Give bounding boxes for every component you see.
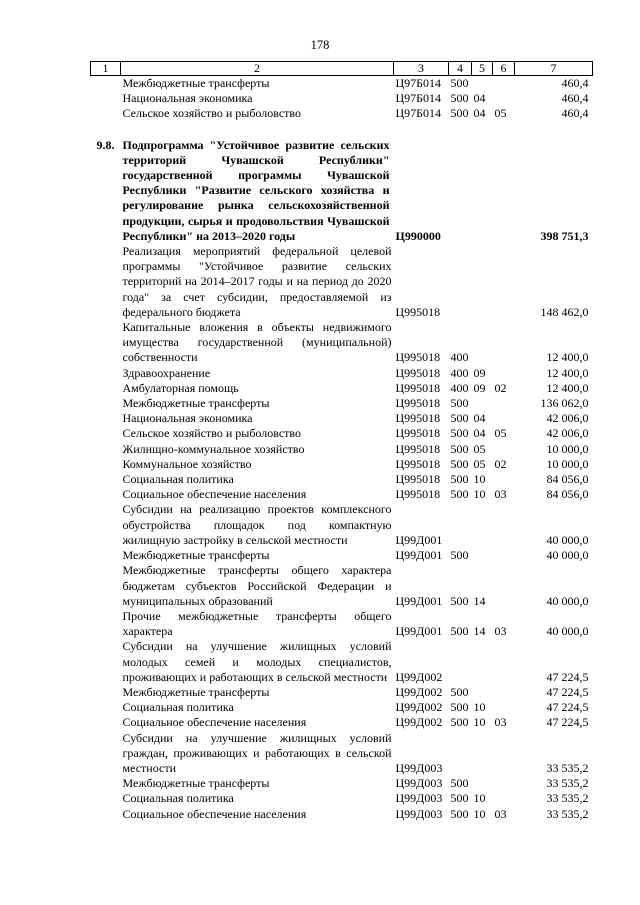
row-expense-type: 400 — [450, 380, 469, 395]
row-number — [91, 106, 121, 121]
row-name: Амбулаторная помощь — [122, 380, 239, 395]
row-section: 14 — [473, 593, 486, 608]
row-target-code: Ц995018 — [395, 441, 441, 456]
table-row — [91, 106, 593, 121]
row-amount: 460,4 — [561, 91, 589, 106]
row-section: 04 — [473, 106, 486, 121]
row-subsection — [493, 472, 515, 487]
table-row — [91, 776, 593, 791]
row-name: Межбюджетные трансферты — [122, 548, 270, 563]
row-subsection — [493, 776, 515, 791]
row-section: 04 — [473, 91, 486, 106]
row-amount: 33 535,2 — [546, 760, 589, 775]
row-section: 05 — [473, 456, 486, 471]
table-row — [91, 487, 593, 502]
row-number — [91, 776, 121, 791]
row-name: Реализация мероприятий федеральной целевой программы "Устойчивое развитие сельских территорий на 2014–2017 годы и на период до 2020 года" за счет субсидии, предоставляемой из федерального бюджета — [122, 244, 392, 319]
row-target-code: Ц995018 — [395, 472, 441, 487]
row-section — [472, 731, 493, 777]
row-amount: 12 400,0 — [546, 350, 589, 365]
row-expense-type: 500 — [450, 548, 469, 563]
row-amount: 84 056,0 — [546, 487, 589, 502]
row-amount: 136 062,0 — [540, 396, 589, 411]
row-expense-type — [449, 244, 472, 320]
row-section: 04 — [473, 411, 486, 426]
row-amount: 40 000,0 — [546, 593, 589, 608]
row-target-code: Ц995018 — [395, 380, 441, 395]
row-target-code: Ц995018 — [395, 396, 441, 411]
row-target-code: Ц995018 — [395, 411, 441, 426]
row-number — [91, 320, 121, 366]
row-section — [472, 776, 493, 791]
row-amount: 148 462,0 — [540, 304, 589, 319]
spacer-row — [91, 122, 593, 138]
row-number — [91, 639, 121, 685]
row-number — [91, 807, 121, 822]
row-number — [91, 472, 121, 487]
row-number — [91, 381, 121, 396]
row-name: Социальное обеспечение населения — [122, 715, 307, 730]
row-subsection — [493, 366, 515, 381]
row-amount: 47 224,5 — [546, 700, 589, 715]
row-name: Субсидии на улучшение жилищных условий молодых семей и молодых специалистов, проживающих и работающих в сельской местности — [122, 639, 392, 684]
row-number — [91, 563, 121, 609]
header-col-3: 3 — [394, 62, 449, 76]
row-number: 9.8. — [96, 137, 115, 152]
row-target-code: Ц99Д002 — [395, 669, 443, 684]
row-subsection: 03 — [494, 715, 507, 730]
row-subsection: 02 — [494, 456, 507, 471]
row-name: Национальная экономика — [122, 91, 253, 106]
row-name: Коммунальное хозяйство — [122, 456, 252, 471]
budget-table — [90, 61, 593, 822]
row-section: 10 — [473, 700, 486, 715]
table-row — [91, 807, 593, 822]
table-row — [91, 731, 593, 777]
table-body — [91, 76, 593, 822]
row-section — [472, 76, 493, 92]
row-section: 05 — [473, 441, 486, 456]
row-section — [472, 639, 493, 685]
row-target-code: Ц995018 — [395, 487, 441, 502]
row-target-code: Ц99Д003 — [395, 760, 443, 775]
row-target-code: Ц99Д001 — [395, 593, 443, 608]
table-row — [91, 244, 593, 320]
row-expense-type — [449, 639, 472, 685]
row-section: 10 — [473, 472, 486, 487]
spacer-cell — [91, 122, 121, 138]
row-subsection — [493, 138, 515, 244]
row-amount: 84 056,0 — [546, 472, 589, 487]
row-name: Социальное обеспечение населения — [122, 487, 307, 502]
row-expense-type: 500 — [450, 715, 469, 730]
table-row — [91, 366, 593, 381]
row-target-code: Ц99Д003 — [395, 806, 443, 821]
table-row — [91, 685, 593, 700]
table-row — [91, 411, 593, 426]
table-header — [91, 62, 593, 76]
row-amount: 47 224,5 — [546, 684, 589, 699]
row-expense-type — [449, 138, 472, 244]
row-subsection — [493, 411, 515, 426]
table-row — [91, 791, 593, 806]
row-target-code: Ц99Д003 — [395, 776, 443, 791]
row-name: Национальная экономика — [122, 411, 253, 426]
row-number — [91, 396, 121, 411]
table-row — [91, 563, 593, 609]
row-name: Социальная политика — [122, 472, 234, 487]
row-name: Сельское хозяйство и рыболовство — [122, 426, 302, 441]
row-expense-type: 500 — [450, 487, 469, 502]
row-section: 09 — [473, 380, 486, 395]
table-row — [91, 457, 593, 472]
spacer-cell — [515, 122, 593, 138]
row-subsection — [493, 244, 515, 320]
row-name: Субсидии на улучшение жилищных условий граждан, проживающих и работающих в сельской местности — [122, 730, 392, 775]
row-expense-type — [449, 731, 472, 777]
row-name: Сельское хозяйство и рыболовство — [122, 106, 302, 121]
row-subsection — [493, 548, 515, 563]
row-subsection — [493, 700, 515, 715]
row-name: Межбюджетные трансферты — [122, 776, 270, 791]
row-subsection: 03 — [494, 487, 507, 502]
row-expense-type: 500 — [450, 593, 469, 608]
row-subsection — [493, 76, 515, 92]
row-amount: 33 535,2 — [546, 776, 589, 791]
row-number — [91, 685, 121, 700]
row-target-code: Ц995018 — [395, 426, 441, 441]
row-name: Прочие межбюджетные трансферты общего характера — [122, 608, 392, 639]
row-target-code: Ц99Д002 — [395, 715, 443, 730]
row-number — [91, 609, 121, 639]
row-target-code: Ц995018 — [395, 350, 441, 365]
row-section: 10 — [473, 487, 486, 502]
row-section — [472, 320, 493, 366]
row-target-code: Ц99Д001 — [395, 532, 443, 547]
row-number — [91, 76, 121, 92]
row-target-code: Ц990000 — [395, 228, 441, 243]
row-expense-type: 400 — [450, 365, 469, 380]
row-target-code: Ц99Д001 — [395, 624, 443, 639]
row-subsection — [493, 639, 515, 685]
table-row — [91, 426, 593, 441]
table-row — [91, 639, 593, 685]
row-name: Социальная политика — [122, 700, 234, 715]
row-section: 10 — [473, 715, 486, 730]
header-col-4: 4 — [449, 62, 472, 76]
spacer-cell — [472, 122, 493, 138]
table-row — [91, 396, 593, 411]
row-expense-type: 400 — [450, 350, 469, 365]
row-number — [91, 442, 121, 457]
row-target-code: Ц995018 — [395, 456, 441, 471]
table-row — [91, 609, 593, 639]
row-amount: 10 000,0 — [546, 441, 589, 456]
row-section: 09 — [473, 365, 486, 380]
table-row — [91, 442, 593, 457]
row-amount: 33 535,2 — [546, 806, 589, 821]
row-amount: 10 000,0 — [546, 456, 589, 471]
row-amount: 460,4 — [561, 106, 589, 121]
row-section — [472, 396, 493, 411]
row-name: Межбюджетные трансферты — [122, 684, 270, 699]
table-row — [91, 700, 593, 715]
header-row — [91, 62, 593, 76]
row-subsection — [493, 320, 515, 366]
row-expense-type: 500 — [450, 411, 469, 426]
row-amount: 12 400,0 — [546, 380, 589, 395]
row-name: Подпрограмма "Устойчивое развитие сельских территорий Чувашской Республики" государственной программы Чувашской Республики "Развитие сельского хозяйства и регулирование рынка сельскохозяйственной продукции, сырья и продовольствия Чувашской Республики" на 2013–2020 годы — [122, 137, 390, 243]
row-target-code: Ц97Б014 — [395, 76, 442, 90]
row-section: 04 — [473, 426, 486, 441]
row-expense-type: 500 — [450, 456, 469, 471]
row-name: Социальное обеспечение населения — [122, 806, 307, 821]
row-amount: 33 535,2 — [546, 791, 589, 806]
row-name: Субсидии на реализацию проектов комплексного обустройства площадок под компактную жилищную застройку в сельской местности — [122, 502, 392, 547]
row-subsection: 05 — [494, 106, 507, 121]
table-row — [91, 472, 593, 487]
row-name: Межбюджетные трансферты — [122, 396, 270, 411]
row-number — [91, 366, 121, 381]
row-name: Здравоохранение — [122, 365, 211, 380]
table-row — [91, 381, 593, 396]
row-section: 14 — [473, 624, 486, 639]
row-number — [91, 457, 121, 472]
row-number — [91, 487, 121, 502]
row-target-code: Ц99Д001 — [395, 548, 443, 563]
row-section — [472, 244, 493, 320]
row-expense-type — [449, 502, 472, 548]
row-number — [91, 91, 121, 106]
row-expense-type: 500 — [450, 76, 469, 90]
row-section — [472, 685, 493, 700]
row-number — [91, 791, 121, 806]
row-subsection — [493, 791, 515, 806]
table-row — [91, 320, 593, 366]
row-number — [91, 548, 121, 563]
row-amount: 42 006,0 — [546, 426, 589, 441]
row-expense-type: 500 — [450, 684, 469, 699]
row-subsection — [493, 563, 515, 609]
spacer-cell — [493, 122, 515, 138]
row-amount: 398 751,3 — [540, 228, 589, 243]
row-expense-type: 500 — [450, 91, 469, 106]
row-subsection — [493, 91, 515, 106]
row-target-code: Ц99Д002 — [395, 700, 443, 715]
table-row — [91, 502, 593, 548]
row-name: Межбюджетные трансферты — [122, 76, 270, 90]
row-number — [91, 731, 121, 777]
row-expense-type: 500 — [450, 106, 469, 121]
row-target-code: Ц99Д002 — [395, 684, 443, 699]
row-target-code: Ц995018 — [395, 304, 441, 319]
spacer-cell — [449, 122, 472, 138]
header-col-7: 7 — [515, 62, 593, 76]
header-col-5: 5 — [472, 62, 493, 76]
row-number — [91, 244, 121, 320]
row-amount: 12 400,0 — [546, 365, 589, 380]
row-number — [91, 502, 121, 548]
row-amount: 40 000,0 — [546, 624, 589, 639]
table-row — [91, 548, 593, 563]
row-section: 10 — [473, 791, 486, 806]
table-row — [91, 76, 593, 92]
row-amount: 42 006,0 — [546, 411, 589, 426]
row-target-code: Ц99Д003 — [395, 791, 443, 806]
row-section — [472, 502, 493, 548]
row-expense-type: 500 — [450, 791, 469, 806]
row-number — [91, 715, 121, 730]
spacer-cell — [394, 122, 449, 138]
table-row — [91, 138, 593, 244]
row-target-code: Ц97Б014 — [395, 106, 442, 121]
table-row — [91, 715, 593, 730]
row-expense-type: 500 — [450, 624, 469, 639]
row-number — [91, 411, 121, 426]
row-amount: 40 000,0 — [546, 548, 589, 563]
table-row — [91, 91, 593, 106]
row-number — [91, 700, 121, 715]
row-name: Капитальные вложения в объекты недвижимого имущества государственной (муниципальной) собственности — [122, 320, 392, 365]
row-subsection — [493, 685, 515, 700]
header-col-6: 6 — [493, 62, 515, 76]
row-amount: 47 224,5 — [546, 669, 589, 684]
row-subsection: 03 — [494, 624, 507, 639]
row-subsection — [493, 396, 515, 411]
row-expense-type: 500 — [450, 426, 469, 441]
row-subsection: 02 — [494, 380, 507, 395]
row-expense-type: 500 — [450, 700, 469, 715]
row-number — [91, 426, 121, 441]
row-amount: 40 000,0 — [546, 532, 589, 547]
row-target-code: Ц995018 — [395, 365, 441, 380]
row-subsection: 05 — [494, 426, 507, 441]
row-expense-type: 500 — [450, 472, 469, 487]
row-target-code: Ц97Б014 — [395, 91, 442, 106]
row-amount: 47 224,5 — [546, 715, 589, 730]
header-col-1: 1 — [91, 62, 121, 76]
row-expense-type: 500 — [450, 396, 469, 411]
row-section: 10 — [473, 806, 486, 821]
row-name: Социальная политика — [122, 791, 234, 806]
row-subsection — [493, 502, 515, 548]
header-col-2: 2 — [121, 62, 394, 76]
row-name: Межбюджетные трансферты общего характера бюджетам субъектов Российской Федерации и муниципальных образований — [122, 563, 392, 608]
row-amount: 460,4 — [561, 76, 589, 90]
spacer-cell — [121, 122, 394, 138]
row-expense-type: 500 — [450, 806, 469, 821]
row-subsection — [493, 442, 515, 457]
row-subsection: 03 — [494, 806, 507, 821]
row-section — [472, 548, 493, 563]
row-subsection — [493, 731, 515, 777]
row-expense-type: 500 — [450, 776, 469, 791]
row-expense-type: 500 — [450, 441, 469, 456]
row-name: Жилищно-коммунальное хозяйство — [122, 441, 305, 456]
row-section — [472, 138, 493, 244]
page-number: 178 — [310, 38, 330, 52]
